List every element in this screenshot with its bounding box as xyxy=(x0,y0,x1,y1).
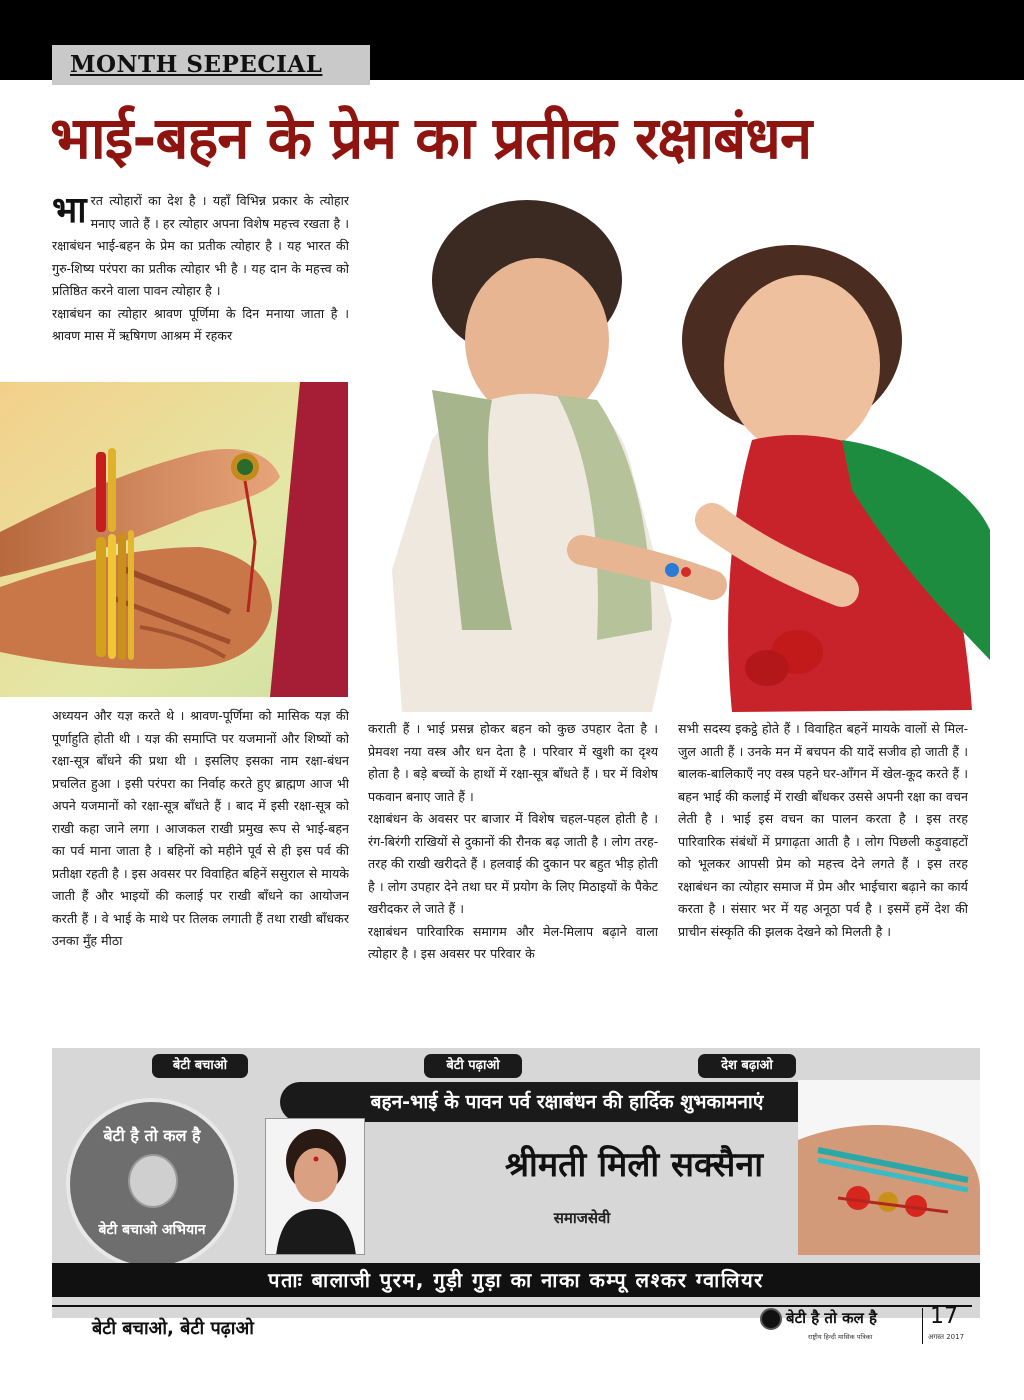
article-column-1-bottom xyxy=(52,705,349,1020)
magazine-logo-icon xyxy=(760,1308,782,1330)
children-rakhi-photo xyxy=(372,190,990,712)
beti-bachao-badge xyxy=(66,1098,238,1270)
page-number: 17 xyxy=(930,1304,958,1329)
paragraph: अध्ययन और यज्ञ करते थे । श्रावण-पूर्णिमा को मासिक यज्ञ की पूर्णाहुति होती थी । यज्ञ की समाप्ति पर यजमानों और शिष्यों को रक्षा-सूत्र बाँधने की प्रथा थी । इसलिए इसका नाम रक्षा-बंधन प्रचलित हुआ । इसी परंपरा का निर्वाह करते हुए ब्राह्मण आज भी अपने यजमानों को रक्षा-सूत्र बाँधते हैं । बाद में इसी रक्षा-सूत्र को राखी कहा जाने लगा । आजकल राखी प्रमुख रूप से भाई-बहन का पर्व माना जाता है । बहिनों को महीने पूर्व से ही इस पर्व की प्रतीक्षा रहती है । इस अवसर पर विवाहित बहिनें ससुराल से मायके जाती हैं और भाइयों की कलाई पर राखी बाँधने का आयोजन करती हैं । वे भाई के माथे पर तिलक लगाती हैं तथा राखी बाँधकर उनका मुँह मीठा xyxy=(52,708,349,948)
footer-brand xyxy=(760,1306,920,1346)
section-tag: MONTH SEPECIAL xyxy=(52,45,370,85)
honoree-name: श्रीमती मिली सक्सैना xyxy=(504,1145,764,1185)
footer-separator xyxy=(922,1308,923,1344)
article-column-1-top xyxy=(52,190,349,380)
address-bar: पताः बालाजी पुरम, गुड़ी गुड़ा का नाका कम्पू लश्कर ग्वालियर xyxy=(52,1263,980,1297)
rakhi-hands-photo xyxy=(0,382,348,697)
article-column-3 xyxy=(678,718,968,1023)
rakhi-wrist-photo xyxy=(798,1080,980,1255)
portrait-photo xyxy=(265,1118,365,1255)
banner-tag: बेटी पढ़ाओ xyxy=(424,1054,522,1078)
banner-tag: देश बढ़ाओ xyxy=(698,1054,796,1078)
banner-tag: बेटी बचाओ xyxy=(152,1054,248,1078)
paragraph: रक्षाबंधन का त्योहार श्रावण पूर्णिमा के दिन मनाया जाता है । श्रावण मास में ऋषिगण आश्रम में रहकर xyxy=(52,305,349,343)
brand-subtitle: राष्ट्रीय हिन्दी मासिक पत्रिका xyxy=(808,1333,873,1341)
paragraph: रक्षाबंधन के अवसर पर बाजार में विशेष चहल-पहल होती है । रंग-बिरंगी राखियों से दुकानों की रौनक बढ़ जाती है । लोग तरह-तरह की राखी खरीदते हैं । हलवाई की दुकान पर बहुत भीड़ होती है । लोग उपहार देने तथा घर में प्रयोग के लिए मिठाइयों के पैकेट खरीदकर ले जाते हैं । xyxy=(368,811,658,916)
honoree-role: समाजसेवी xyxy=(553,1209,611,1227)
issue-date: अगस्त 2017 xyxy=(928,1333,965,1341)
badge-child-photo xyxy=(128,1154,178,1208)
footer-slogan: बेटी बचाओ, बेटी पढ़ाओ xyxy=(92,1318,254,1339)
paragraph: रक्षाबंधन पारिवारिक समागम और मेल-मिलाप बढ़ाने वाला त्योहार है । इस अवसर पर परिवार के xyxy=(368,923,658,961)
badge-top-text: बेटी है तो कल है xyxy=(103,1126,201,1145)
paragraph: कराती हैं । भाई प्रसन्न होकर बहन को कुछ उपहार देता है । प्रेमवश नया वस्त्र और धन देता है । परिवार में खुशी का दृश्य होता है । बड़े बच्चों के हाथों में रक्षा-सूत्र बाँधते हैं । घर में विशेष पकवान बनाए जाते हैं । xyxy=(368,721,658,804)
paragraph: रत त्योहारों का देश है । यहाँ विभिन्न प्रकार के त्योहार मनाए जाते हैं । हर त्योहार अपना विशेष महत्त्व रखता है । रक्षाबंधन भाई-बहन के प्रेम का प्रतीक त्योहार है । यह भारत की गुरु-शिष्य परंपरा का प्रतीक त्योहार भी है । यह दान के महत्त्व को प्रतिष्ठित करने वाला पावन त्योहार है । xyxy=(52,193,349,298)
paragraph: सभी सदस्य इकट्ठे होते हैं । विवाहित बहनें मायके वालों से मिल-जुल आती हैं । उनके मन में बचपन की यादें सजीव हो जाती हैं । बालक-बालिकाएँ नए वस्त्र पहने घर-आँगन में खेल-कूद करते हैं । बहन भाई की कलाई में राखी बाँधकर उससे अपनी रक्षा का वचन लेती है । भाई इस वचन का पालन करता है । इस तरह पारिवारिक संबंधों में प्रगाढ़ता आती है । लोग पिछली कड़ुवाहटों को भूलकर आपसी प्रेम को महत्त्व देने लगते हैं । इस तरह रक्षाबंधन का त्योहार समाज में प्रेम और भाईचारा बढ़ाने का कार्य करता है । संसार भर में यह अनूठा पर्व है । इसमें हमें देश की प्राचीन संस्कृति की झलक देखने को मिलती है । xyxy=(678,721,968,939)
article-column-2 xyxy=(368,718,658,1023)
page-headline: भाई-बहन के प्रेम का प्रतीक रक्षाबंधन xyxy=(50,104,812,172)
dropcap: भा xyxy=(52,190,87,231)
greeting-text: बहन-भाई के पावन पर्व रक्षाबंधन की हार्दिक शुभकामनाएं xyxy=(280,1082,854,1122)
brand-name: बेटी है तो कल है xyxy=(786,1309,877,1327)
badge-bottom-text: बेटी बचाओ अभियान xyxy=(98,1222,206,1238)
